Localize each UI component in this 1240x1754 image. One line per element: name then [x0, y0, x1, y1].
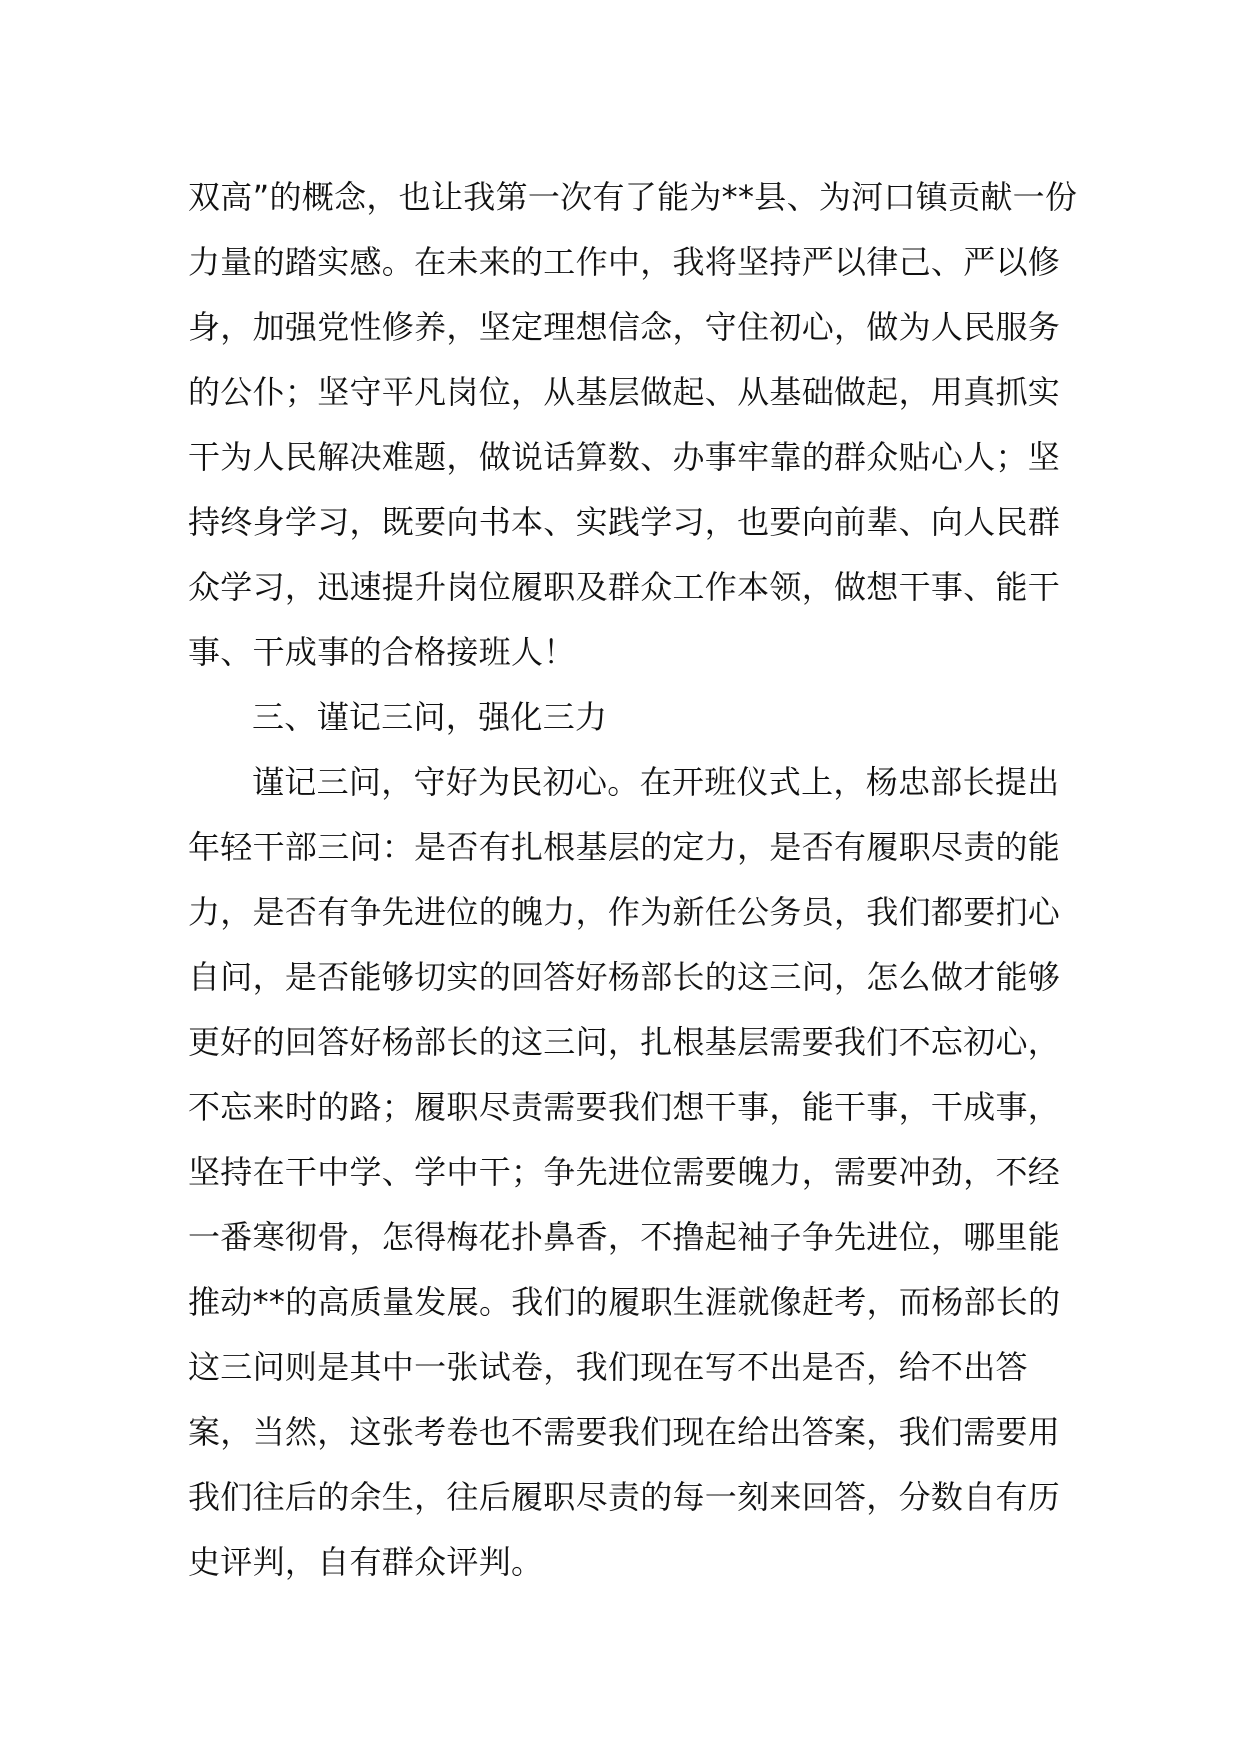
body-paragraph: 谨记三问，守好为民初心。在开班仪式上，杨忠部长提出年轻干部三问：是否有扎根基层的定力，是否有履职尽责的能力，是否有争先进位的魄力，作为新任公务员，我们都要扪心自问，是否能够切实的回答好杨部长的这三问，怎么做才能够更好的回答好杨部长的这三问，扎根基层需要我们不忘初心，不忘来时的路；履职尽责需要我们想干事，能干事，干成事，坚持在干中学、学中干；争先进位需要魄力，需要冲劲，不经一番寒彻骨，怎得梅花扑鼻香，不撸起袖子争先进位，哪里能推动**的高质量发展。我们的履职生涯就像赶考，而杨部长的这三问则是其中一张试卷，我们现在写不出是否，给不出答案，当然，这张考卷也不需要我们现在给出答案，我们需要用我们往后的余生，往后履职尽责的每一刻来回答，分数自有历史评判，自有群众评判。: [188, 763, 1061, 1581]
section-heading: 三、谨记三问，强化三力: [252, 698, 608, 736]
body-paragraph-continuation: 双高”的概念，也让我第一次有了能为**县、为河口镇贡献一份力量的踏实感。在未来的工作中，我将坚持严以律己、严以修身，加强党性修养，坚定理想信念，守住初心，做为人民服务的公仆；坚守平凡岗位，从基层做起、从基础做起，用真抓实干为人民解决难题，做说话算数、办事牢靠的群众贴心人；坚持终身学习，既要向书本、实践学习，也要向前辈、向人民群众学习，迅速提升岗位履职及群众工作本领，做想干事、能干事、干成事的合格接班人！: [188, 178, 1078, 671]
